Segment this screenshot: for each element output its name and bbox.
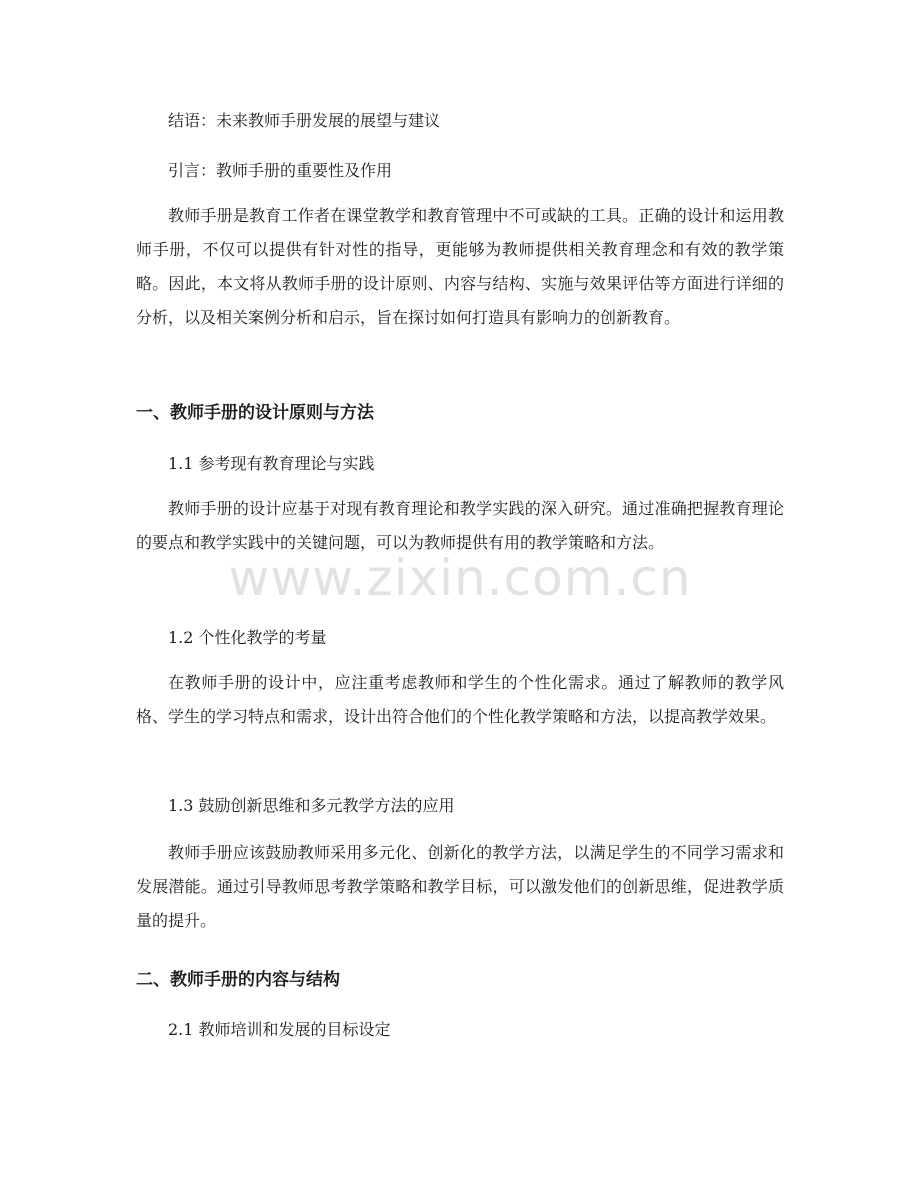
conclusion-line: 结语：未来教师手册发展的展望与建议	[168, 111, 441, 130]
intro-line: 引言：教师手册的重要性及作用	[168, 161, 393, 180]
subsection-1-2-body: 在教师手册的设计中，应注重考虑教师和学生的个性化需求。通过了解教师的教学风格、学生的学习特点和需求，设计出符合他们的个性化教学策略和方法，以提高教学效果。	[136, 673, 784, 726]
subsection-1-1-body: 教师手册的设计应基于对现有教育理论和教学实践的深入研究。通过准确把握教育理论的要点和教学实践中的关键问题，可以为教师提供有用的教学策略和方法。	[136, 499, 784, 552]
subsection-1-2-title: 1.2 个性化教学的考量	[168, 628, 327, 647]
intro-paragraph: 教师手册是教育工作者在课堂教学和教育管理中不可或缺的工具。正确的设计和运用教师手册，不仅可以提供有针对性的指导，更能够为教师提供相关教育理念和有效的教学策略。因此，本文将从教师手册的设计原则、内容与结构、实施与效果评估等方面进行详细的分析，以及相关案例分析和启示，旨在探讨如何打造具有影响力的创新教育。	[136, 206, 784, 327]
watermark: www.zixin.com.cn	[228, 549, 692, 607]
subsection-1-3-body: 教师手册应该鼓励教师采用多元化、创新化的教学方法，以满足学生的不同学习需求和发展潜能。通过引导教师思考教学策略和教学目标，可以激发他们的创新思维，促进教学质量的提升。	[136, 843, 784, 930]
subsection-1-3-title: 1.3 鼓励创新思维和多元教学方法的应用	[168, 796, 455, 815]
section-1-heading: 一、教师手册的设计原则与方法	[136, 403, 374, 423]
subsection-2-1-title: 2.1 教师培训和发展的目标设定	[168, 1020, 391, 1039]
subsection-1-1-title: 1.1 参考现有教育理论与实践	[168, 454, 375, 473]
section-2-heading: 二、教师手册的内容与结构	[136, 970, 340, 990]
